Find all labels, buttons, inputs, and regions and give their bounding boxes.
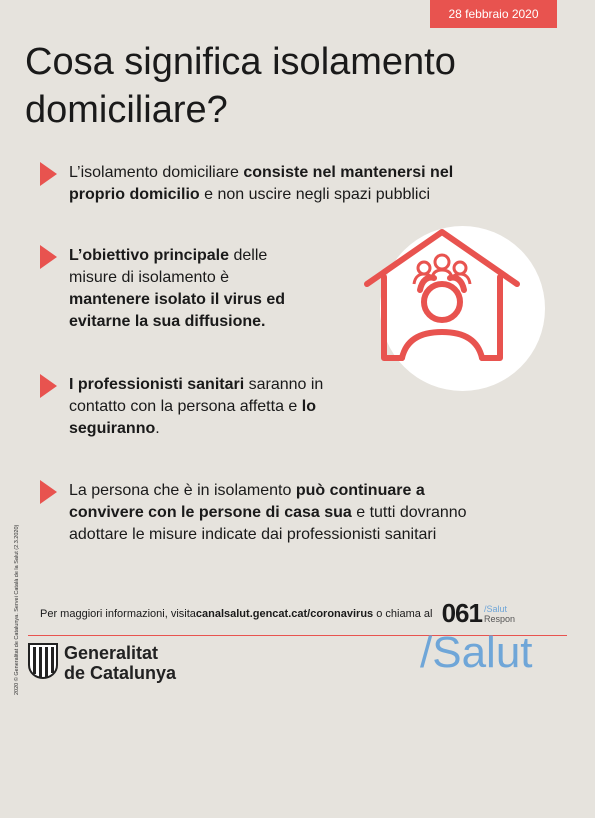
bullet-text-segment: può continuare a convivere con le persone di casa sua: [69, 482, 425, 521]
salut-brand: /Salut: [420, 628, 533, 677]
bullet-item-4: [40, 480, 485, 546]
bullet-text-segment: L’obiettivo principale: [69, 247, 230, 264]
copyright-note: 2020 © Generalitat de Catalunya. Servei Català de la Salut (2.3.2020): [14, 524, 20, 695]
logo-line-1: Generalitat: [64, 643, 159, 663]
logo-line-2: de Catalunya: [64, 663, 177, 683]
bullet-text: [69, 374, 350, 440]
bullet-arrow-icon: [40, 162, 57, 186]
bullet-text-segment: consiste nel mantenersi nel proprio domicilio: [69, 164, 454, 203]
bullet-item-2: [40, 245, 290, 333]
respon-text: Respon: [483, 613, 515, 624]
bullet-item-3: [40, 374, 350, 440]
generalitat-shield-icon: [28, 643, 58, 679]
bullet-text: [69, 245, 290, 333]
bullet-text: [69, 162, 460, 206]
date-badge: 28 febbraio 2020: [430, 0, 557, 28]
house-family-icon: [362, 222, 532, 372]
bullet-text-segment: e non uscire negli spazi pubblici: [199, 186, 431, 203]
generalitat-logo-text: [64, 643, 176, 683]
info-middle: o chiama al: [373, 607, 436, 620]
info-line: [40, 598, 515, 629]
bullet-arrow-icon: [40, 374, 57, 398]
bullet-item-1: [40, 162, 460, 206]
bullet-text-segment: saranno in contatto con la persona affetta e: [69, 376, 324, 415]
bullet-text-segment: lo seguiranno: [69, 398, 316, 437]
bullet-text-segment: mantenere isolato il virus ed evitarne la sua diffusione.: [69, 291, 286, 330]
bullet-text-segment: e tutti dovranno adottare le misure indicate dai professionisti sanitari: [69, 504, 467, 543]
bullet-text: [69, 480, 485, 546]
salut-small-text: /Salut: [483, 603, 507, 614]
salut-respon-label: [484, 604, 515, 624]
bullet-text-segment: delle misure di isolamento è: [69, 247, 268, 286]
page-title: Cosa significa isolamento domiciliare?: [25, 41, 456, 131]
bullet-text-segment: L’isolamento domiciliare: [69, 164, 244, 181]
info-url-link[interactable]: canalsalut.gencat.cat/coronavirus: [195, 607, 374, 620]
bullet-text-segment: I professionisti sanitari: [69, 376, 245, 393]
bullet-arrow-icon: [40, 245, 57, 269]
bullet-arrow-icon: [40, 480, 57, 504]
info-prefix: Per maggiori informazioni, visita: [40, 607, 196, 620]
phone-number[interactable]: 061: [441, 598, 482, 628]
bullet-text-segment: .: [155, 420, 160, 437]
bullet-text-segment: La persona che è in isolamento: [69, 482, 296, 499]
